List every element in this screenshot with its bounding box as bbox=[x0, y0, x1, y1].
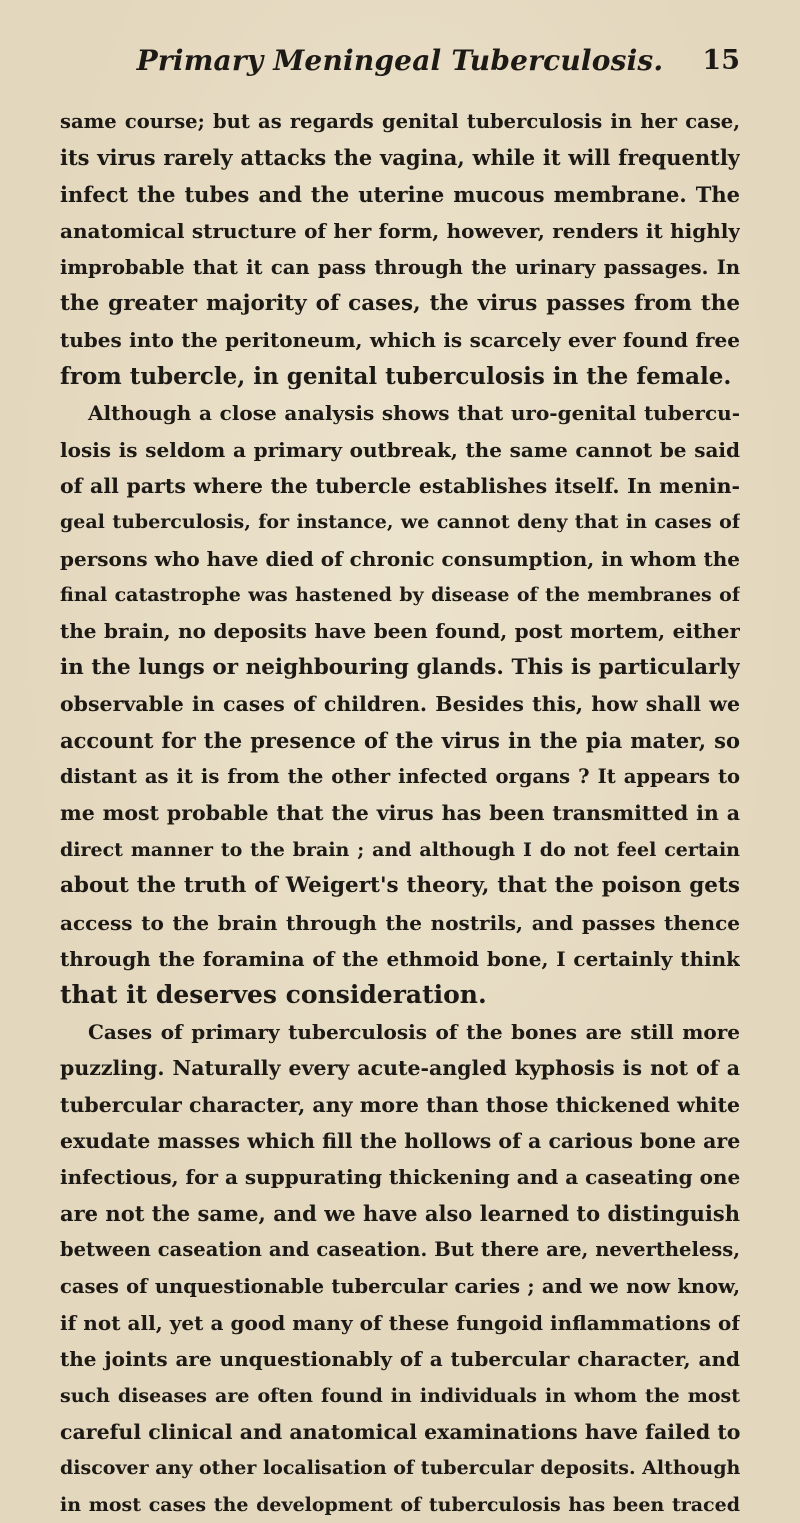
text-line: same course; but as regards genital tuberculosis in her case, bbox=[60, 110, 740, 133]
text-line: observable in cases of children. Besides this, how shall we bbox=[60, 692, 740, 717]
text-line: between caseation and caseation. But there are, nevertheless, bbox=[60, 1238, 740, 1262]
text-line: geal tuberculosis, for instance, we cannot deny that in cases of bbox=[60, 511, 740, 534]
text-line: are not the same, and we have also learned to distinguish bbox=[60, 1200, 740, 1226]
text-line: the brain, no deposits have been found, post mortem, either bbox=[60, 619, 740, 644]
text-line: Cases of primary tuberculosis of the bones are still more bbox=[88, 1019, 740, 1044]
text-line: that it deserves consideration. bbox=[60, 980, 487, 1010]
text-line: access to the brain through the nostrils, and passes thence bbox=[60, 910, 740, 935]
text-line: about the truth of Weigert's theory, that the poison gets bbox=[60, 873, 740, 899]
text-line: in most cases the development of tuberculosis has been traced bbox=[60, 1493, 740, 1516]
text-line: puzzling. Naturally every acute-angled kyphosis is not of a bbox=[60, 1056, 740, 1081]
text-line: careful clinical and anatomical examinations have failed to bbox=[60, 1420, 740, 1445]
text-line: if not all, yet a good many of these fungoid inflammations of bbox=[60, 1310, 740, 1335]
running-title: Primary Meningeal Tuberculosis. bbox=[136, 44, 664, 77]
text-line: distant as it is from the other infected organs ? It appears to bbox=[60, 765, 740, 789]
text-line: account for the presence of the virus in the pia mater, so bbox=[60, 727, 740, 753]
text-line: tubes into the peritoneum, which is scarcely ever found free bbox=[60, 328, 740, 353]
text-line: discover any other localisation of tubercular deposits. Although bbox=[60, 1457, 740, 1480]
text-line: tubercular character, any more than those thickened white bbox=[60, 1092, 740, 1117]
text-line: me most probable that the virus has been transmitted in a bbox=[60, 801, 740, 826]
text-line: exudate masses which fill the hollows of a carious bone are bbox=[60, 1128, 740, 1153]
text-line: its virus rarely attacks the vagina, while it will frequently bbox=[60, 145, 740, 171]
text-line: cases of unquestionable tubercular caries ; and we now know, bbox=[60, 1274, 740, 1298]
text-line: final catastrophe was hastened by disease of the membranes of bbox=[60, 584, 740, 607]
text-line: infect the tubes and the uterine mucous membrane. The bbox=[60, 181, 740, 207]
text-line: such diseases are often found in individuals in whom the most bbox=[60, 1384, 740, 1407]
text-line: direct manner to the brain ; and although I do not feel certain bbox=[60, 838, 740, 861]
text-line: losis is seldom a primary outbreak, the same cannot be said bbox=[60, 437, 740, 462]
text-line: in the lungs or neighbouring glands. This is particularly bbox=[60, 654, 740, 680]
text-line: infectious, for a suppurating thickening and a caseating one bbox=[60, 1165, 740, 1190]
text-line: improbable that it can pass through the urinary passages. In bbox=[60, 255, 740, 279]
text-line: the joints are unquestionably of a tubercular character, and bbox=[60, 1347, 740, 1372]
text-line: Although a close analysis shows that uro-genital tubercu- bbox=[88, 401, 740, 426]
text-line: persons who have died of chronic consumption, in whom the bbox=[60, 546, 740, 571]
text-line: through the foramina of the ethmoid bone, I certainly think bbox=[60, 946, 740, 971]
page-number: 15 bbox=[702, 45, 740, 76]
running-head bbox=[60, 40, 740, 82]
body-text bbox=[60, 104, 740, 1523]
text-line: from tubercle, in genital tuberculosis in the female. bbox=[60, 362, 732, 390]
text-line: the greater majority of cases, the virus passes from the bbox=[60, 290, 740, 316]
text-line: of all parts where the tubercle establishes itself. In menin- bbox=[60, 473, 740, 498]
text-line: anatomical structure of her form, however, renders it highly bbox=[60, 219, 740, 244]
